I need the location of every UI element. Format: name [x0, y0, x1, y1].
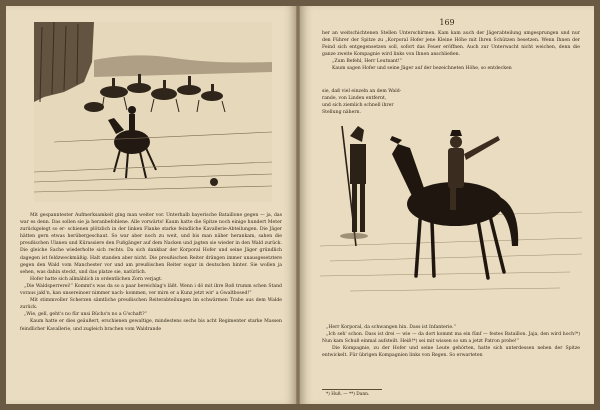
page-number: 169: [439, 18, 455, 27]
paragraph: Mit gespanntester Aufmerksamkeit ging man weiter vor. Unterhalb bayerische Bataillone gegen — ja, das war es denn. Das sollen sie ja heranbefohlene. Alle vorwärts! Kaum hatte die Spitze noch einige hundert Meter zurückgelegt so er- schienen plötzlich in der linken Flanke starke feindliche Kavallerie-Abteilungen. Die Jäger hätten gern etwas herübergeschaut. So war aber noch zu weit, und bis man näher herankam, sahen die preußischen Ulanen und Kürassiere den Fußgänger auf dem Nacken und jagten sie wieder in den Wald zurück. Die gleiche Sache wiederholte sich rechts. Da sich dankbar der Korporal Hofer und seine Jäger gründlich dagegen ist feldzweckmäßig. Halt standen aber nicht. Die preußischen Reiter drängen immer unausgesetztere gegen den Wald vom Manchester vor und am preußischen Reiter sogar in deutschen hinter. Sie wollen ja sehen, was dahin steckt, und das platze sie, natürlich.: [20, 213, 283, 275]
paragraph: her an weitschichtenen Stellen Unterschirmen. Kam kam auch der Jägerabteilung umgesprungen und nur den Führer der Spitze zu „Korporal Hofer jene Kleine Höhe mit Ihren Schützen besetzen. Wenn Ihnen der Feind sich entgegensetzen soll, sofort das Feuer eröffnen. Auch zur Unterwacht nicht weichen, denn die ganze zweite Kompagnie wird links von Ihnen anschließen.: [322, 31, 580, 58]
paragraph: Hofer hatte sich allmählich in ordentlichen Zorn verjagt.: [30, 276, 163, 282]
left-page: [6, 6, 296, 404]
paragraph: Mit stimmvoller Scherzen sämtliche preußischen Reiterabteilungen im schwärmen Trabe aus dem Walde zurück.: [20, 298, 282, 311]
left-page-text: [20, 212, 282, 333]
right-page-top-text: [322, 30, 580, 73]
paragraph: „Zum Befehl, Herr Leutnant!“: [332, 59, 403, 65]
cavalry-charge-illustration: [34, 22, 272, 202]
footnote-rule: [322, 389, 382, 390]
paragraph: „Wie, gell, geht's no für unsi Büchs'n no a G'schaft?“: [24, 312, 147, 318]
right-page-bottom-text: [322, 324, 580, 359]
right-page: [300, 6, 594, 404]
paragraph: Kaum sagen Hofer und seine Jäger auf der bezeichneten Höhe, so entdecken: [332, 66, 512, 72]
paragraph: Kaum hatte er dies geäußert, erschienen gewaltige, mindestens sechs bis acht Regimenter starke Massen feindlicher Kavallerie, und zugleich brachen vom Waldrande: [20, 319, 282, 332]
paragraph: „Herr Korporal, da schwangen hin. Dass ist Infanterie.“: [326, 325, 456, 330]
footnote: *) Huß. — **) Dann.: [326, 392, 370, 397]
paragraph: Die Kompagnie, zu der Hofer und seine Leute gehörten, hatte sich unterdessen neben der Spitze entwickelt. Für übrigen Kompagnien links von Regen. So erwarteten: [322, 346, 581, 359]
right-page-wrap-text: sie, daß viel einzeln an dem Wald- rande, von Linden entfernt, und sich ziemlich schnell ihrer Stellung nähern.: [322, 89, 402, 116]
paragraph: „Die Waldsperrerei!“ Kommt's was da so a paar bereichlag's läßt. Wenn i dö mit ihre Roß trumm schen Stand voraus jakl'n, kan unsereinoer nimmer nach- kommen, ver mirn er a Kunz jetzt wir' a Gwaltbosed!“: [20, 283, 282, 297]
officer-on-horseback-illustration: [320, 96, 582, 314]
paragraph: „Ich seh' schon. Dass ist drei — wie — da dort kommt ma ein fünf — festes Bataillon. Jaja, den wird hoch!*) Nun kam Schuß einmal aufsteilt. Heiß!*) sei mit wissen so um a jetzt Patron probe!“: [322, 332, 580, 345]
